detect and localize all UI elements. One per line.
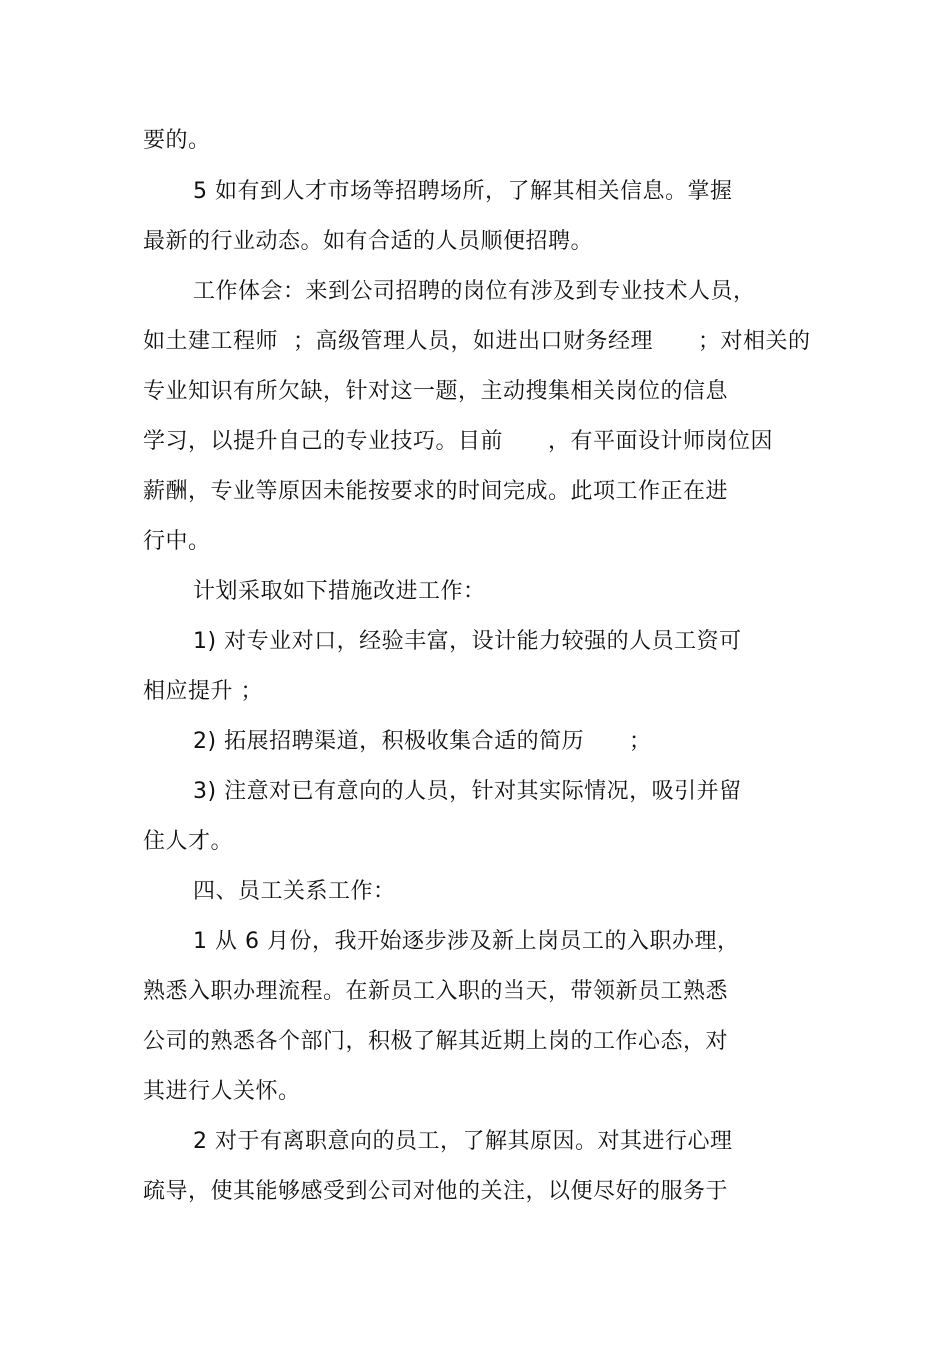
text-line: 3) 注意对已有意向的人员，针对其实际情况，吸引并留 (193, 779, 742, 804)
text-line: 2) 拓展招聘渠道，积极收集合适的简历 ； (193, 729, 652, 754)
text-line: 2 对于有离职意向的员工，了解其原因。对其进行心理 (193, 1129, 733, 1154)
text-line: 5 如有到人才市场等招聘场所，了解其相关信息。掌握 (193, 179, 733, 204)
text-line: 公司的熟悉各个部门，积极了解其近期上岗的工作心态，对 (143, 1029, 729, 1054)
text-line: 疏导，使其能够感受到公司对他的关注，以便尽好的服务于 (143, 1179, 729, 1204)
text-line: 四、员工关系工作： (193, 879, 396, 904)
text-line: 最新的行业动态。如有合适的人员顺便招聘。 (143, 229, 594, 254)
text-line: 住人才。 (143, 829, 234, 854)
text-line: 熟悉入职办理流程。在新员工入职的当天，带领新员工熟悉 (143, 979, 729, 1004)
text-line: 相应提升 ； (143, 679, 263, 704)
text-line: 要的。 (143, 128, 211, 153)
text-line: 工作体会：来到公司招聘的岗位有涉及到专业技术人员， (193, 279, 756, 304)
text-line: 专业知识有所欠缺，针对这一题，主动搜集相关岗位的信息 (143, 379, 729, 404)
text-line: 学习，以提升自己的专业技巧。目前 ，有平面设计师岗位因 (143, 429, 773, 454)
text-line: 行中。 (143, 529, 211, 554)
text-line: 薪酬，专业等原因未能按要求的时间完成。此项工作正在进 (143, 479, 729, 504)
text-line: 如土建工程师 ；高级管理人员，如进出口财务经理 ；对相关的 (143, 329, 811, 354)
text-line: 计划采取如下措施改进工作： (193, 579, 486, 604)
text-line: 1) 对专业对口，经验丰富，设计能力较强的人员工资可 (193, 629, 742, 654)
text-line: 1 从 6 月份，我开始逐步涉及新上岗员工的入职办理， (193, 929, 740, 954)
text-line: 其进行人关怀。 (143, 1079, 301, 1104)
